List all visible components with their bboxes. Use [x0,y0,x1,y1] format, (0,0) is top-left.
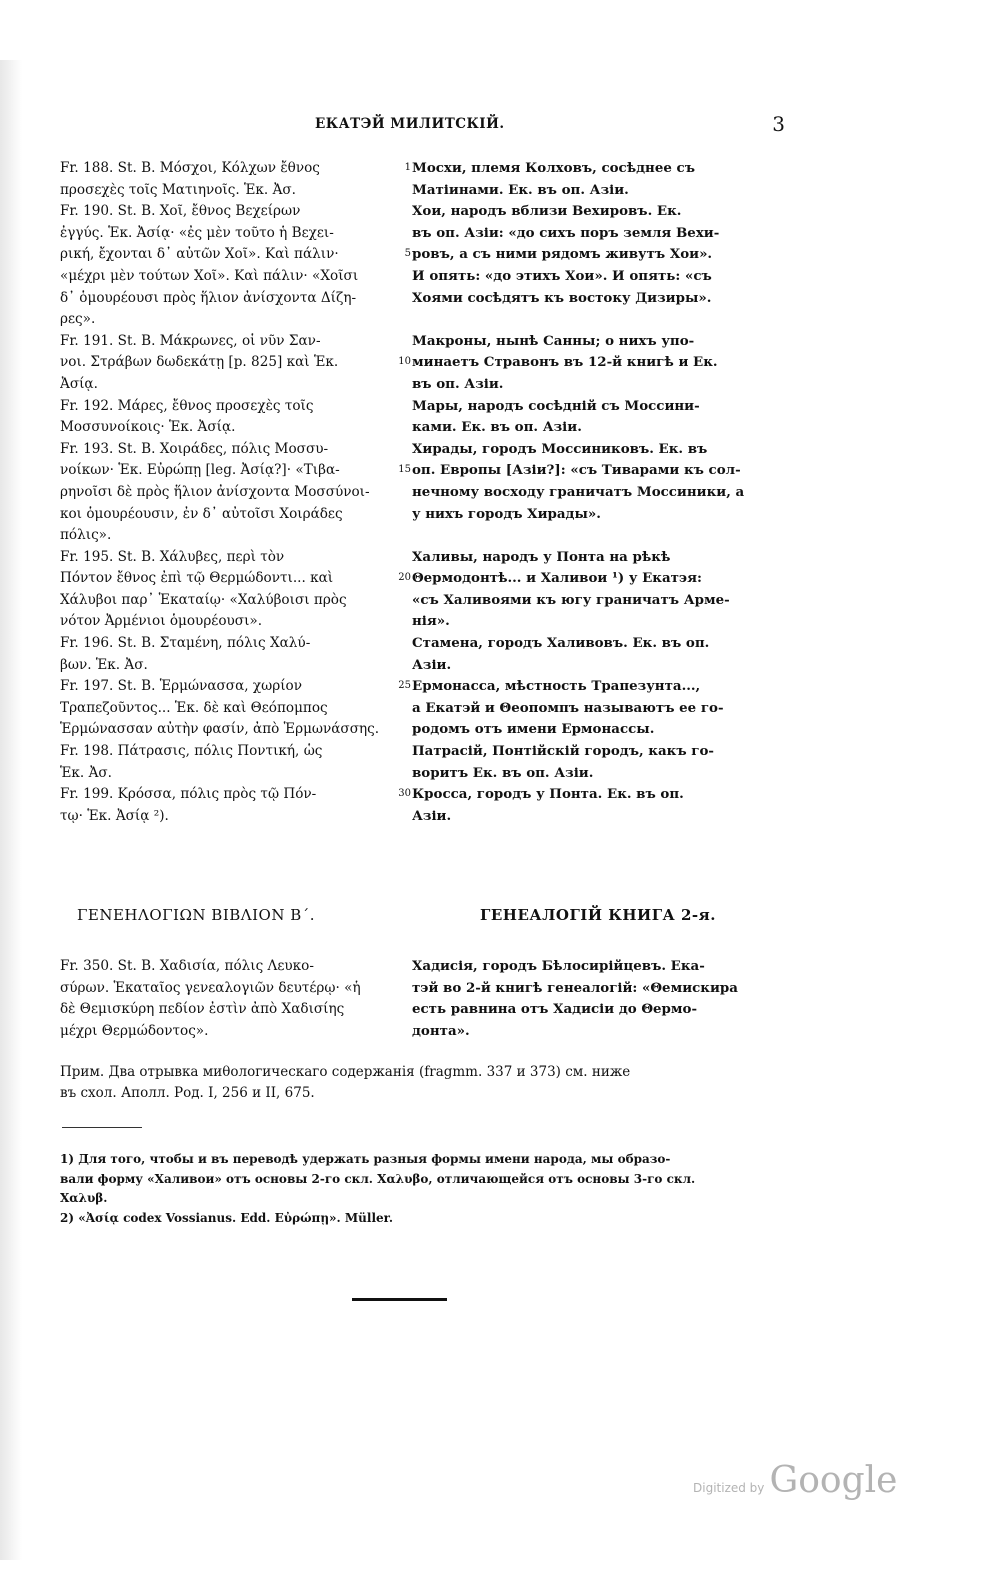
greek-text-line: Fr. 198. Πάτρασις, πόλις Ποντική, ὡς [60,743,323,760]
watermark-brand: Google [769,1460,898,1501]
russian-text-line: Стамена, городъ Халивовъ. Ек. въ оп. [412,635,710,652]
russian-text-line: нія». [412,613,450,630]
russian-text-line: Хадисія, городъ Бѣлосирійцевъ. Ека- [412,958,705,974]
end-rule [352,1298,447,1301]
greek-text-line: Τραπεζοῦντος... Ἑκ. δὲ καὶ Θεόπομπος [60,699,328,716]
russian-text-line: Азіи. [412,656,452,673]
russian-text-line: нечному восходу граничатъ Моссиники, а [412,483,745,500]
greek-text-line: βων. Ἑκ. Ἀσ. [60,656,148,673]
greek-text-line: ρηνοῖσι δὲ πρὸς ἥλιον ἀνίσχοντα Μοσσύνοι- [60,483,370,500]
russian-text-line: ровъ, а съ ними рядомъ живутъ Хои». [412,246,713,263]
russian-text-line: Матіинами. Ек. въ оп. Азіи. [412,181,629,198]
footnote-line: вали форму «Халивои» отъ основы 2-го скл. Χαλυβο, отличающейся отъ основы 3-го скл. [60,1171,696,1186]
russian-text-line: Азіи. [412,807,452,824]
line-number: 5 [404,248,411,260]
greek-text-line: νότον Ἀρμένιοι ὁμουρέουσι». [60,613,263,630]
greek-text-line: Fr. 195. St. B. Χάλυβες, περὶ τὸν [60,548,285,565]
russian-text-line: Θермодонтѣ... и Халивои ¹) у Екатэя: [412,570,702,587]
greek-text-line: μέχρι Θερμώδοντος». [60,1022,209,1039]
russian-section-column [412,956,784,1042]
greek-text-line: πόλις». [60,527,112,544]
russian-text-line: Ермонасса, мѣстность Трапезунта..., [412,678,701,695]
watermark-digitized: Digitized by [693,1481,765,1495]
scan-shadow [0,60,22,1560]
greek-text-line: Fr. 350. St. B. Χαδισία, πόλις Λευκο- [60,958,314,974]
russian-text-line: И опять: «до этихъ Хои». И опять: «съ [412,267,712,284]
running-header [60,112,785,138]
greek-text-line: Πόντον ἔθνος ἐπὶ τῷ Θερμώδοντι... καὶ [60,570,334,587]
greek-text-line: κοι ὁμουρέουσιν, ἐν δ᾽ αὐτοῖσι Χοιράδες [60,505,343,522]
greek-text-line: Fr. 196. St. B. Σταμένη, πόλις Χαλύ- [60,635,311,652]
russian-text-line: тэй во 2-й книгѣ генеалогій: «Θемискира [412,979,738,996]
greek-text-line: Fr. 192. Μάρες, ἔθνος προσεχὲς τοῖς [60,397,314,414]
footnotes [60,1150,785,1228]
digitized-watermark [693,1460,897,1501]
greek-text-line: τῳ· Ἑκ. Ἀσίᾳ ²). [60,807,169,824]
footnote-line: Χαλυβ. [60,1191,108,1205]
line-number: 20 [398,572,411,584]
line-number: 10 [398,356,411,368]
russian-text-line: оп. Европы [Азіи?]: «съ Тиварами къ сол- [412,462,741,479]
russian-text-line [412,309,784,331]
greek-text-line: ρική, ἔχονται δ᾽ αὐτῶν Χοῖ». Καὶ πάλιν· [60,246,339,263]
greek-text-line: Ἀσίᾳ. [60,375,98,392]
header-title: ЕКАТЭЙ МИЛИТСКІЙ. [315,116,505,132]
greek-text-line: «μέχρι μὲν τούτων Χοῖ». Καὶ πάλιν· «Χοῖσι [60,267,359,284]
greek-text-line: Μοσσυνοίκοις· Ἑκ. Ἀσίᾳ. [60,419,236,436]
russian-text-line: Хоями сосѣдятъ къ востоку Дизиры». [412,289,712,306]
line-number: 15 [398,464,411,476]
note-line: Прим. Два отрывка миθологическаго содержанія (fragmm. 337 и 373) см. ниже [60,1064,631,1080]
greek-text-line: ρες». [60,311,96,328]
greek-text-line: Fr. 190. St. B. Χοῖ, ἔθνος Βεχείρων [60,203,301,220]
russian-text-line: у нихъ городъ Хирады». [412,505,601,522]
greek-text-line: δὲ Θεμισκύρη πεδίον ἐστὶν ἀπὸ Χαδισίης [60,1001,345,1018]
russian-text-line: въ оп. Азіи. [412,375,504,392]
greek-text-line: σύρων. Ἑκαταῖος γενεαλογιῶν δευτέρῳ· «ἡ [60,979,361,996]
russian-text-line [412,525,784,547]
greek-text-line: νοίκων· Ἑκ. Εὐρώπῃ [leg. Ἀσίᾳ?]· «Τιβα- [60,462,340,479]
greek-column [60,158,400,827]
russian-text-line: ками. Ек. въ оп. Азіи. [412,419,582,436]
greek-text-line: Χάλυβοι παρ᾽ Ἑκαταίῳ· «Χαλύβοισι πρὸς [60,591,347,608]
greek-section-column [60,956,400,1042]
russian-text-line: «съ Халивоями къ югу граничатъ Арме- [412,591,730,608]
greek-text-line: Fr. 199. Κρόσσα, πόλις πρὸς τῷ Πόν- [60,786,317,803]
greek-text-line: Fr. 197. St. B. Ἑρμώνασσα, χωρίον [60,678,302,695]
russian-text-line: минаетъ Стравонъ въ 12-й книгѣ и Ек. [412,354,718,371]
russian-text-line: Макроны, нынѣ Санны; о нихъ упо- [412,332,695,349]
russian-text-line: а Екатэй и Θеопомпъ называютъ ее го- [412,699,724,716]
footnote-line: 2) «Ἀσίᾳ codex Vossianus. Edd. Εὐρώπῃ». Müller. [60,1210,394,1225]
russian-text-line: Мары, народъ сосѣдній съ Моссини- [412,397,700,414]
line-number: 1 [404,162,411,173]
page-number: 3 [772,112,785,136]
russian-text-line: родомъ отъ имени Ермонассы. [412,721,655,738]
russian-text-line: Халивы, народъ у Понта на рѣкѣ [412,548,671,565]
russian-text-line: есть равнина отъ Хадисіи до Θермо- [412,1001,698,1018]
line-number: 25 [398,680,411,692]
russian-text-line: въ оп. Азіи: «до сихъ поръ земля Вехи- [412,224,720,241]
greek-text-line: νοι. Στράβων δωδεκάτῃ [p. 825] καὶ Ἑκ. [60,354,339,371]
russian-column [412,158,784,827]
russian-section-title: ГЕНЕАЛОГІЙ КНИГА 2-я. [480,906,716,924]
greek-text-line: δ᾽ ὁμουρέουσι πρὸς ἥλιον ἀνίσχοντα Δίζη- [60,289,357,306]
russian-text-line: донта». [412,1022,470,1039]
line-number: 30 [398,788,411,800]
editor-note [60,1062,785,1104]
footnote-rule [62,1127,142,1128]
russian-text-line: Патрасій, Понтійскій городъ, какъ го- [412,743,714,760]
greek-text-line: προσεχὲς τοῖς Ματιηνοῖς. Ἑκ. Ἀσ. [60,181,296,198]
russian-text-line: Мосхи, племя Колховъ, сосѣднее съ [412,160,695,176]
russian-text-line: Кросса, городъ у Понта. Ек. въ оп. [412,786,684,803]
note-line: въ схол. Аполл. Род. I, 256 и II, 675. [60,1085,315,1101]
footnote-line: 1) Для того, чтобы и въ переводѣ удержать разныя формы имени народа, мы образо- [60,1152,671,1166]
greek-section-title: ΓΕΝΕΗΛΟΓΙΩΝ ΒΙΒΛΙΟΝ Β΄. [77,906,316,924]
greek-text-line: ἐγγύς. Ἑκ. Ἀσίᾳ· «ἐς μὲν τοῦτο ἡ Βεχει- [60,224,334,241]
greek-text-line: Ἑρμώνασσαν αὐτὴν φασίν, ἀπὸ Ἑρμωνάσσης. [60,721,380,738]
greek-text-line: Fr. 188. St. B. Μόσχοι, Κόλχων ἔθνος [60,160,320,176]
russian-text-line: воритъ Ек. въ оп. Азіи. [412,764,594,781]
greek-text-line: Ἑκ. Ἀσ. [60,764,112,781]
russian-text-line: Хирады, городъ Моссиниковъ. Ек. въ [412,440,708,457]
greek-text-line: Fr. 191. St. B. Μάκρωνες, οἱ νῦν Σαν- [60,332,321,349]
greek-text-line: Fr. 193. St. B. Χοιράδες, πόλις Μοσσυ- [60,440,329,457]
russian-text-line: Хои, народъ вблизи Вехировъ. Ек. [412,203,682,220]
